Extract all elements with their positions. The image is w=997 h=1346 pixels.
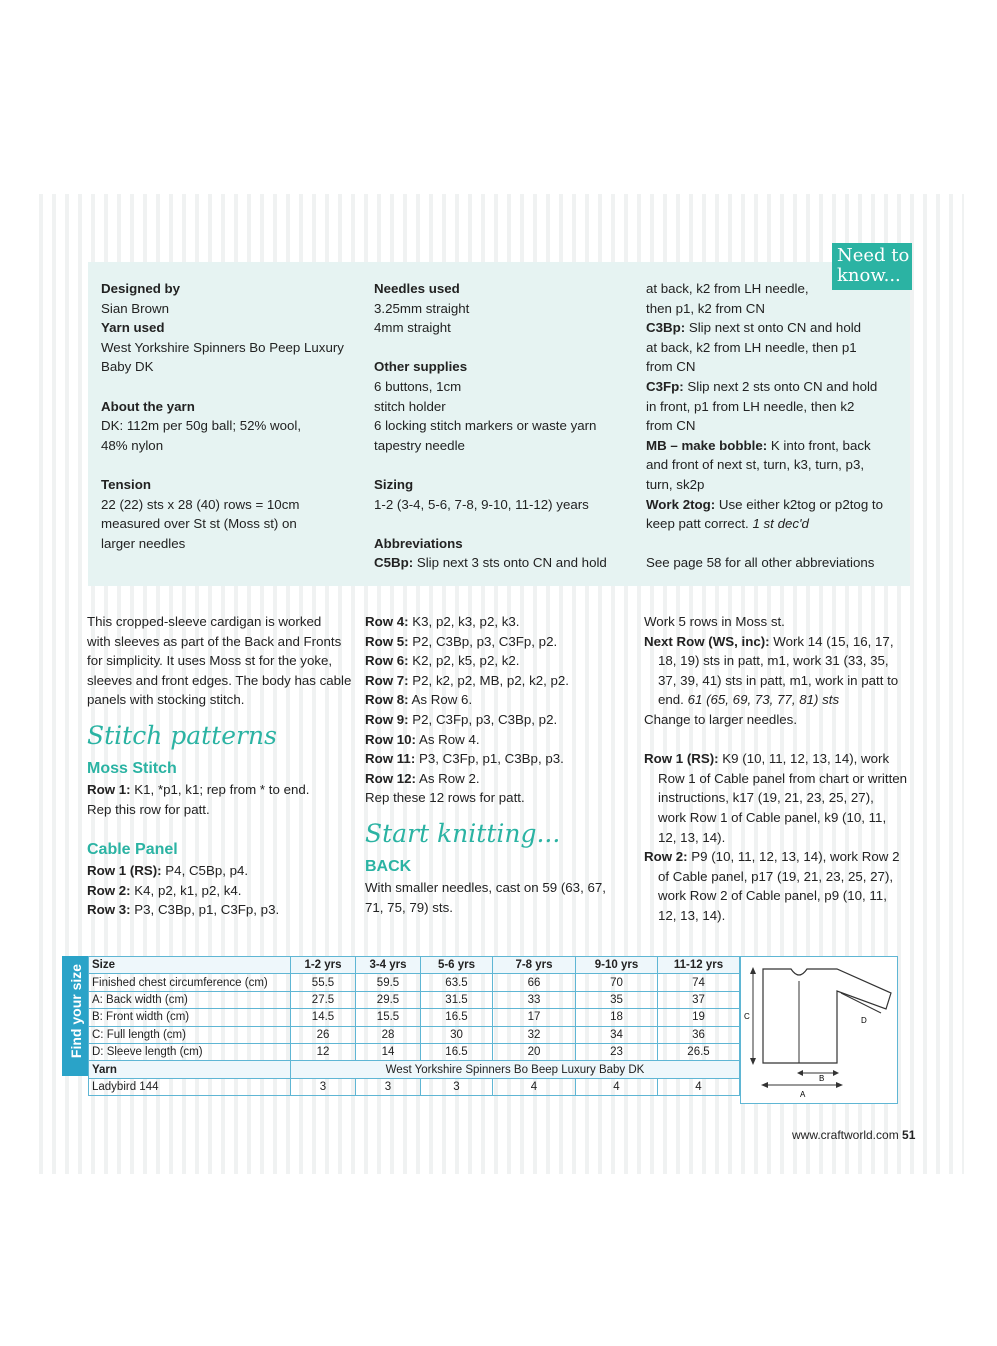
supplies-line: 6 locking stitch markers or waste yarn xyxy=(374,418,597,434)
table-cell: 3 xyxy=(356,1078,421,1095)
cardigan-schematic-drawing xyxy=(741,957,897,1103)
back-heading: BACK xyxy=(365,857,412,875)
about-yarn-line: 48% nylon xyxy=(101,437,164,453)
footer-url: www.craftworld.com xyxy=(792,1128,903,1142)
back-row-2: Row 2: P9 (10, 11, 12, 13, 14), work Row 2 xyxy=(644,849,900,865)
supplies-line: stitch holder xyxy=(374,398,446,414)
page-number: 51 xyxy=(902,1128,916,1142)
tension-line: measured over St st (Moss st) on xyxy=(101,516,297,532)
sizing-line: 1-2 (3-4, 5-6, 7-8, 9-10, 11-12) years xyxy=(374,496,589,512)
back-row-2-line: 12, 13, 14). xyxy=(658,907,726,923)
abbreviation-c5bp: C5Bp: Slip next 3 sts onto CN and hold xyxy=(374,555,607,571)
back-row-2-line: of Cable panel, p17 (19, 21, 23, 25, 27), xyxy=(658,868,894,884)
table-cell: 18 xyxy=(576,1009,658,1026)
back-line: With smaller needles, cast on 59 (63, 67, xyxy=(365,879,606,895)
table-header-cell: 3-4 yrs xyxy=(356,957,421,974)
moss-repeat: Rep this row for patt. xyxy=(87,801,210,817)
next-row: Next Row (WS, inc): Work 14 (15, 16, 17, xyxy=(644,633,894,649)
intro-line: panels with stocking stitch. xyxy=(87,692,245,708)
table-cell: 3 xyxy=(421,1078,493,1095)
table-cell: 17 xyxy=(493,1009,576,1026)
table-cell: 26.5 xyxy=(658,1043,740,1060)
intro-line: sleeves and front edges. The body has cable xyxy=(87,672,352,688)
cable-row: Row 7: P2, k2, p2, MB, p2, k2, p2. xyxy=(365,672,569,688)
back-line: 71, 75, 79) sts. xyxy=(365,899,453,915)
yarn-used-line: Baby DK xyxy=(101,359,154,375)
table-row xyxy=(89,1009,740,1026)
cable-row: Row 12: As Row 2. xyxy=(365,770,480,786)
info-column-2 xyxy=(374,279,636,573)
table-cell: 19 xyxy=(658,1009,740,1026)
table-cell: 70 xyxy=(576,974,658,991)
supplies-line: tapestry needle xyxy=(374,437,465,453)
intro-line: for simplicity. It uses Moss st for the yoke, xyxy=(87,653,333,669)
abbreviation-line: and front of next st, turn, k3, turn, p3, xyxy=(646,457,865,473)
table-cell: 26 xyxy=(291,1026,356,1043)
abbreviation-c3bp: C3Bp: Slip next st onto CN and hold xyxy=(646,320,862,336)
cable-panel-heading: Cable Panel xyxy=(87,841,178,859)
yarn-label: Yarn xyxy=(89,1061,291,1078)
table-cell: 27.5 xyxy=(291,991,356,1008)
needles-heading: Needles used xyxy=(374,281,460,296)
next-row-line: 18, 19) sts in patt, m1, work 31 (33, 35, xyxy=(658,653,889,669)
table-cell: C: Full length (cm) xyxy=(89,1026,291,1043)
table-cell: 34 xyxy=(576,1026,658,1043)
abbreviation-line: keep patt correct. 1 st dec'd xyxy=(646,516,809,532)
abbreviations-heading: Abbreviations xyxy=(374,535,463,551)
cable-row: Row 2: K4, p2, k1, p2, k4. xyxy=(87,882,242,898)
sizing-heading: Sizing xyxy=(374,476,414,492)
find-your-size-tab: Find your size xyxy=(62,956,88,1076)
label-d: D xyxy=(861,1016,867,1025)
cable-row: Row 8: As Row 6. xyxy=(365,692,473,708)
table-row xyxy=(89,974,740,991)
designer-name: Sian Brown xyxy=(101,300,169,316)
table-cell: 33 xyxy=(493,991,576,1008)
table-cell: 16.5 xyxy=(421,1043,493,1060)
table-cell: 35 xyxy=(576,991,658,1008)
supplies-heading: Other supplies xyxy=(374,359,468,375)
moss-stitch-heading: Moss Stitch xyxy=(87,759,177,777)
label-a: A xyxy=(800,1090,806,1099)
table-header-cell: 5-6 yrs xyxy=(421,957,493,974)
table-cell: 30 xyxy=(421,1026,493,1043)
needles-line: 4mm straight xyxy=(374,320,451,336)
intro-line: This cropped-sleeve cardigan is worked xyxy=(87,614,322,629)
see-page-note: See page 58 for all other abbreviations xyxy=(646,555,875,571)
table-cell: 14 xyxy=(356,1043,421,1060)
table-cell: 4 xyxy=(576,1078,658,1095)
table-cell: 15.5 xyxy=(356,1009,421,1026)
tension-heading: Tension xyxy=(101,476,151,492)
table-header-cell: 9-10 yrs xyxy=(576,957,658,974)
abbreviation-c3fp: C3Fp: Slip next 2 sts onto CN and hold xyxy=(646,378,878,394)
abbreviation-line: at back, k2 from LH needle, then p1 xyxy=(646,339,857,355)
label-c: C xyxy=(744,1012,750,1021)
garment-schematic xyxy=(740,956,898,1104)
needles-line: 3.25mm straight xyxy=(374,300,470,316)
tension-line: larger needles xyxy=(101,535,186,551)
back-row-1: Row 1 (RS): K9 (10, 11, 12, 13, 14), work xyxy=(644,751,890,767)
stitch-patterns-heading: Stitch patterns xyxy=(87,720,277,750)
size-table-header xyxy=(89,957,740,974)
table-cell: 66 xyxy=(493,974,576,991)
back-row-2-line: work Row 2 of Cable panel, p9 (10, 11, xyxy=(658,888,887,904)
abbreviation-line: from CN xyxy=(646,418,696,434)
body-column-2 xyxy=(365,612,635,917)
designed-by-heading: Designed by xyxy=(101,281,181,296)
cable-row: Row 1 (RS): P4, C5Bp, p4. xyxy=(87,863,249,879)
cable-row: Row 5: P2, C3Bp, p3, C3Fp, p2. xyxy=(365,633,558,649)
back-row-1-line: 12, 13, 14). xyxy=(658,829,726,845)
info-column-3 xyxy=(646,279,908,573)
tension-line: 22 (22) sts x 28 (40) rows = 10cm xyxy=(101,496,300,512)
cable-row: Row 11: P3, C3Fp, p1, C3Bp, p3. xyxy=(365,751,564,767)
yarn-used-heading: Yarn used xyxy=(101,320,165,336)
about-yarn-line: DK: 112m per 50g ball; 52% wool, xyxy=(101,418,302,434)
cable-row: Row 6: K2, p2, k5, p2, k2. xyxy=(365,653,520,669)
next-row-line: 37, 39, 41) sts in patt, m1, work in patt to xyxy=(658,672,899,688)
table-cell: 28 xyxy=(356,1026,421,1043)
table-cell: 32 xyxy=(493,1026,576,1043)
table-row xyxy=(89,1043,740,1060)
table-cell: D: Sleeve length (cm) xyxy=(89,1043,291,1060)
need-to-know-tag: Need to know... xyxy=(832,243,912,290)
table-cell: 74 xyxy=(658,974,740,991)
table-row xyxy=(89,1078,740,1095)
body-column-3 xyxy=(644,612,914,926)
table-cell: B: Front width (cm) xyxy=(89,1009,291,1026)
cable-row: Row 3: P3, C3Bp, p1, C3Fp, p3. xyxy=(87,902,280,918)
cable-row: Row 10: As Row 4. xyxy=(365,731,480,747)
about-yarn-heading: About the yarn xyxy=(101,398,195,414)
back-row-1-line: work Row 1 of Cable panel, k9 (10, 11, xyxy=(658,809,887,825)
abbreviation-line: at back, k2 from LH needle, xyxy=(646,281,809,296)
page-footer xyxy=(792,1128,915,1142)
label-b: B xyxy=(819,1074,825,1083)
table-cell: 12 xyxy=(291,1043,356,1060)
body-column-1 xyxy=(87,612,357,920)
abbreviation-line: from CN xyxy=(646,359,696,375)
table-cell: 23 xyxy=(576,1043,658,1060)
table-header-cell: Size xyxy=(89,957,291,974)
table-cell: 4 xyxy=(493,1078,576,1095)
abbreviation-line: turn, sk2p xyxy=(646,476,705,492)
back-row-1-line: instructions, k17 (19, 21, 23, 25, 27), xyxy=(658,790,874,806)
table-row xyxy=(89,1026,740,1043)
intro-line: with sleeves as part of the Back and Fronts xyxy=(87,633,342,649)
table-cell: Ladybird 144 xyxy=(89,1078,291,1095)
moss-row-1: Row 1: K1, *p1, k1; rep from * to end. xyxy=(87,781,310,797)
table-header-cell: 11-12 yrs xyxy=(658,957,740,974)
table-cell: 63.5 xyxy=(421,974,493,991)
table-cell: 31.5 xyxy=(421,991,493,1008)
cable-repeat: Rep these 12 rows for patt. xyxy=(365,790,525,806)
table-cell: 4 xyxy=(658,1078,740,1095)
abbreviation-line: in front, p1 from LH needle, then k2 xyxy=(646,398,855,414)
yarn-used-line: West Yorkshire Spinners Bo Peep Luxury xyxy=(101,339,344,355)
table-cell: 37 xyxy=(658,991,740,1008)
supplies-line: 6 buttons, 1cm xyxy=(374,378,462,394)
table-cell: 55.5 xyxy=(291,974,356,991)
table-cell: 16.5 xyxy=(421,1009,493,1026)
abbreviation-mb: MB – make bobble: K into front, back xyxy=(646,437,871,453)
table-cell: 20 xyxy=(493,1043,576,1060)
table-cell: Finished chest circumference (cm) xyxy=(89,974,291,991)
table-cell: 14.5 xyxy=(291,1009,356,1026)
size-table xyxy=(88,956,740,1096)
cable-row: Row 4: K3, p2, k3, p2, k3. xyxy=(365,614,520,629)
start-knitting-heading: Start knitting... xyxy=(365,818,561,848)
back-row-1-line: Row 1 of Cable panel from chart or written xyxy=(658,770,908,786)
change-needles: Change to larger needles. xyxy=(644,711,798,727)
info-column-1 xyxy=(101,279,361,553)
table-header-cell: 1-2 yrs xyxy=(291,957,356,974)
table-cell: 3 xyxy=(291,1078,356,1095)
table-header-cell: 7-8 yrs xyxy=(493,957,576,974)
yarn-name: West Yorkshire Spinners Bo Beep Luxury Baby DK xyxy=(291,1061,740,1078)
yarn-row xyxy=(89,1061,740,1078)
table-cell: 36 xyxy=(658,1026,740,1043)
cable-row: Row 9: P2, C3Fp, p3, C3Bp, p2. xyxy=(365,711,558,727)
next-row-line: end. 61 (65, 69, 73, 77, 81) sts xyxy=(658,692,840,708)
table-cell: 59.5 xyxy=(356,974,421,991)
table-cell: A: Back width (cm) xyxy=(89,991,291,1008)
table-row xyxy=(89,991,740,1008)
abbreviation-line: then p1, k2 from CN xyxy=(646,300,765,316)
moss-rows-note: Work 5 rows in Moss st. xyxy=(644,614,785,629)
table-cell: 29.5 xyxy=(356,991,421,1008)
abbreviation-work-2tog: Work 2tog: Use either k2tog or p2tog to xyxy=(646,496,883,512)
